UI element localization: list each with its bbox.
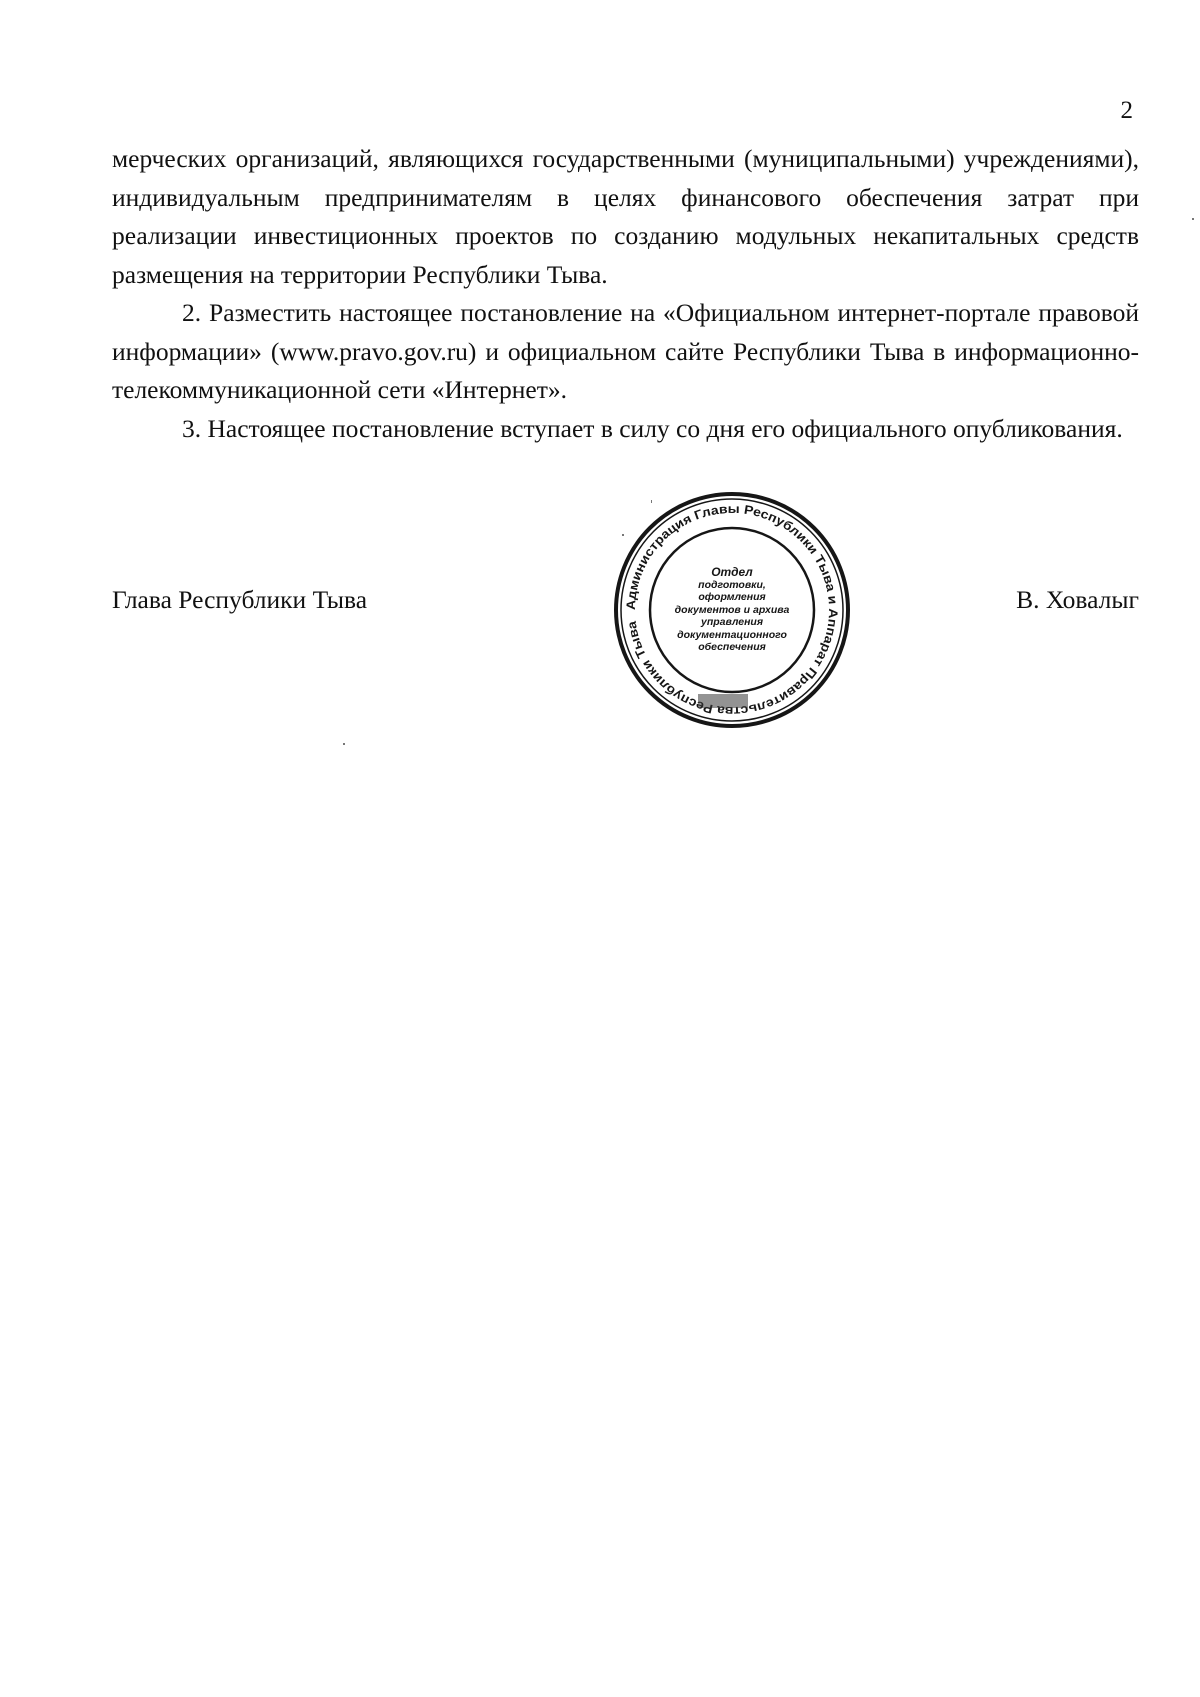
seal-center-line: документационного bbox=[677, 628, 787, 641]
document-body bbox=[112, 140, 1139, 448]
seal-center-line: управления bbox=[700, 616, 764, 629]
seal-smudge bbox=[698, 694, 748, 708]
seal-ring-text-path: Администрация Главы Республики Тыва и Аппарат Правительства Р спублики Тыва bbox=[623, 501, 841, 719]
seal-center-line: обеспечения bbox=[698, 641, 766, 654]
paragraph-effective-date: 3. Настоящее постановление вступает в силу со дня его официального опубликования. bbox=[182, 413, 1123, 443]
paragraph-publication: 2. Разместить настоящее постановление на «Официальном интернет-портале правовой информации» (www.pravo.gov.ru) и официальном сайте Республики Тыва в информационно-телекоммуникационной сети «Интернет». bbox=[112, 298, 1139, 404]
scan-speck bbox=[622, 534, 624, 536]
official-seal bbox=[612, 490, 852, 730]
seal-center-text bbox=[674, 552, 790, 668]
seal-center-line: документов и архива bbox=[674, 603, 790, 616]
signatory-name: В. Ховалыг bbox=[1016, 585, 1139, 614]
seal-center-line: оформления bbox=[698, 591, 766, 604]
scan-speck bbox=[1192, 218, 1194, 220]
scan-speck bbox=[343, 743, 345, 745]
signatory-position: Глава Республики Тыва bbox=[112, 585, 368, 614]
seal-center-line: Отдел bbox=[711, 565, 753, 580]
scan-speck bbox=[651, 500, 652, 503]
paragraph-continuation: мерческих организаций, являющихся государственными (муниципальными) учреждениями), индивидуальным предпринимателям в целях финансового обеспечения затрат при реализации инвестиционных проектов по созданию модульных некапитальных средств размещения на территории Республики Тыва. bbox=[112, 144, 1139, 289]
page-number: 2 bbox=[1120, 97, 1133, 124]
seal-center-line: подготовки, bbox=[698, 578, 766, 591]
